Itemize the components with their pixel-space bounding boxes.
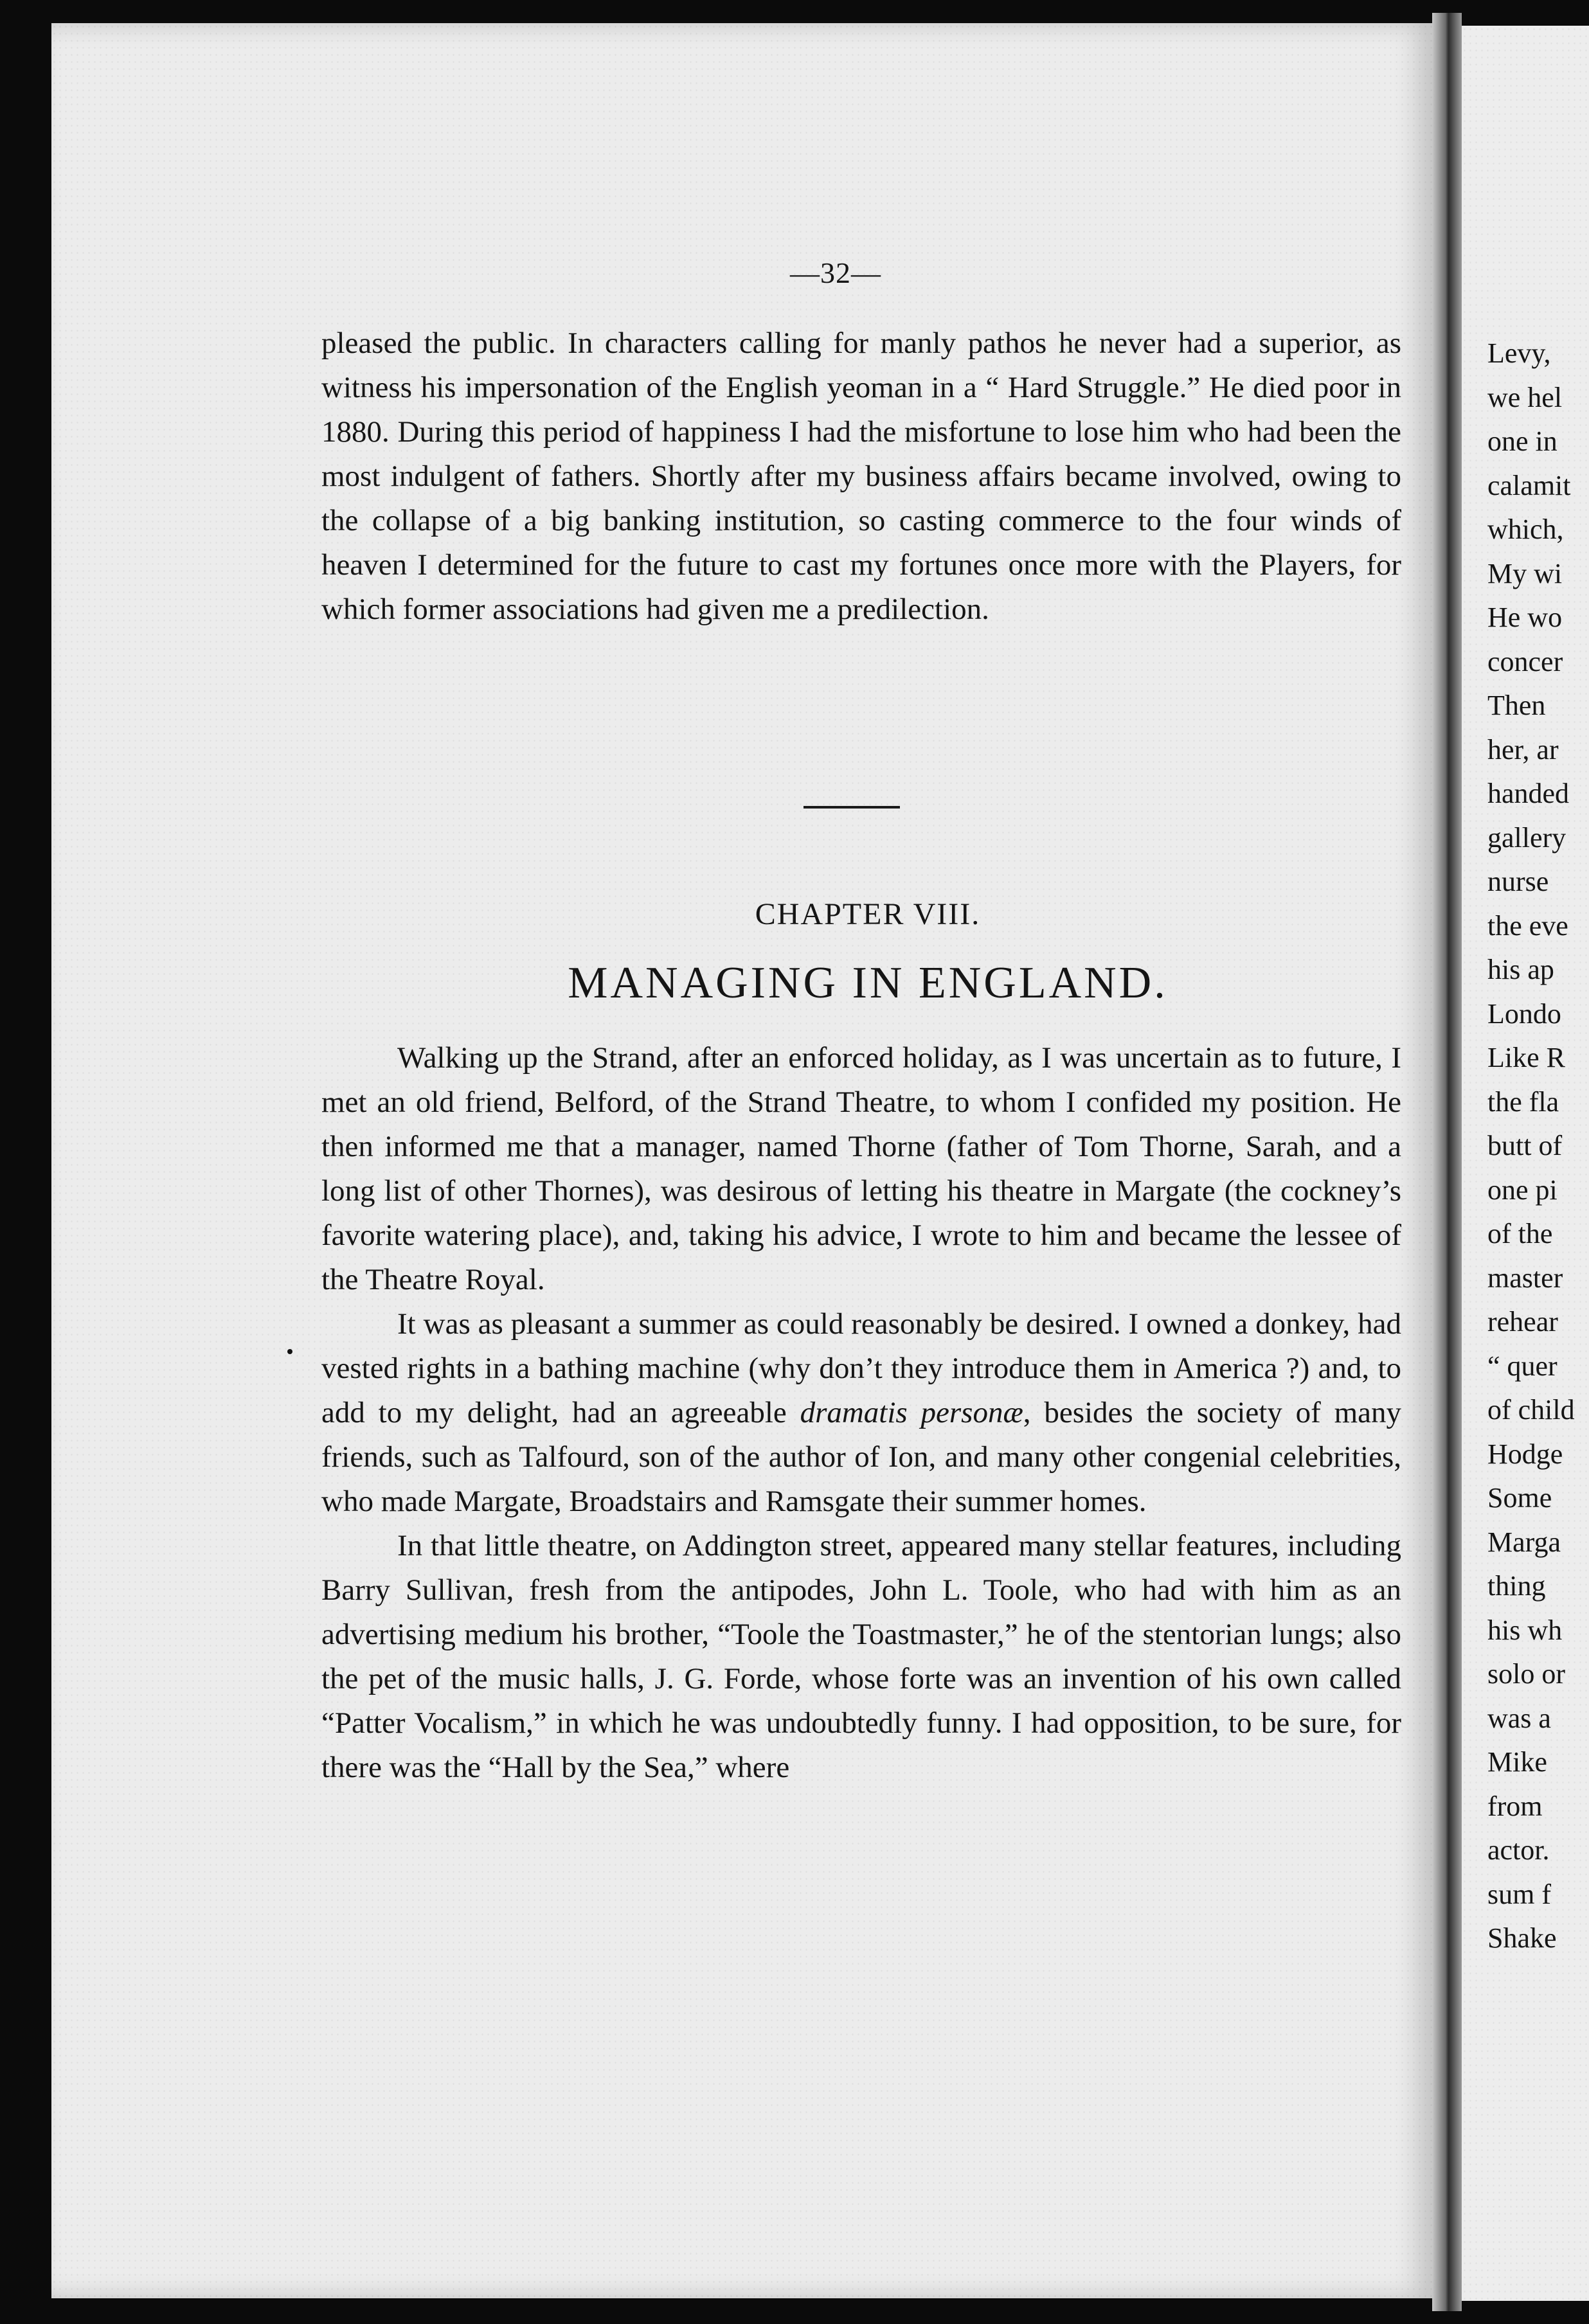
paragraph-text: , besides the society of many friends, such as Talfourd, son of the author of Ion, and many other congenial celebrities, who made Margate, Broadstairs and Ramsgate their summer homes.: [321, 1396, 1401, 1518]
facing-page-line: her, ar: [1487, 733, 1559, 765]
facing-page-line: one in: [1487, 425, 1558, 457]
facing-page-text: [1487, 332, 1589, 1961]
facing-page-line: Some: [1487, 1482, 1552, 1514]
facing-page-line: his wh: [1487, 1614, 1563, 1646]
ink-speck: [287, 1349, 292, 1354]
facing-page-line: handed: [1487, 778, 1570, 809]
facing-page-line: of child: [1487, 1394, 1575, 1426]
facing-page-line: Levy,: [1487, 337, 1551, 369]
facing-page-line: calamit: [1487, 469, 1571, 501]
chapter-number: CHAPTER VIII.: [755, 897, 981, 931]
facing-page-line: butt of: [1487, 1130, 1563, 1161]
top-paragraph: [321, 321, 1401, 632]
facing-page-line: we hel: [1487, 381, 1563, 413]
facing-page-line: nurse: [1487, 866, 1549, 897]
facing-page-line: rehear: [1487, 1306, 1558, 1337]
paragraph: Walking up the Strand, after an enforced holiday, as I was uncertain as to future, I met an old friend, Belford, of the Strand Theatre, to whom I confided my position. He then informed me that a manager, named Thorne (father of Tom Thorne, Sarah, and a long list of other Thornes), was desirous of letting his theatre in Margate (the cockney’s favorite watering place), and, taking his advice, I wrote to him and became the lessee of the Theatre Royal.: [321, 1041, 1401, 1296]
facing-page-line: from: [1487, 1790, 1543, 1822]
paragraph-text: It was as pleasant a summer as could reasonably be desired. I owned a donkey, had vested rights in a bathing machine (why don’t they introduce them in America ?) and, to add to my delight, had an agreeable: [321, 1307, 1401, 1429]
facing-page-line: Mike: [1487, 1746, 1547, 1778]
page-number: —32—: [790, 256, 881, 289]
facing-page-line: gallery: [1487, 821, 1567, 854]
facing-page-line: Like R: [1487, 1042, 1565, 1073]
paragraph: [321, 1302, 1401, 1524]
section-divider: [803, 806, 900, 809]
facing-page: [1462, 26, 1589, 2301]
facing-page-line: the eve: [1487, 909, 1568, 942]
facing-page-line: Marga: [1487, 1526, 1561, 1558]
facing-page-line: solo or: [1487, 1658, 1565, 1690]
facing-page-line: master: [1487, 1262, 1563, 1294]
facing-page-line: concer: [1487, 645, 1563, 677]
paragraph: In that little theatre, on Addington street, appeared many stellar features, including Barry Sullivan, fresh from the antipodes, John L. Toole, who had with him as an advertising medium his brother, “Toole the Toastmaster,” he of the stentorian lungs; also the pet of the music halls, J. G. Forde, whose forte was an invention of his own called “Patter Vocalism,” in which he was undoubtedly funny. I had opposition, to be sure, for there was the “Hall by the Sea,” where: [321, 1529, 1401, 1784]
facing-page-line: He wo: [1487, 602, 1563, 633]
facing-page-line: Londo: [1487, 997, 1561, 1030]
italic-phrase: dramatis personæ: [800, 1396, 1023, 1429]
facing-page-line: actor.: [1487, 1834, 1550, 1866]
chapter-body: [321, 1036, 1401, 1790]
facing-page-line: sum f: [1487, 1878, 1551, 1910]
facing-page-line: Then: [1487, 690, 1546, 721]
facing-page-line: thing: [1487, 1570, 1546, 1602]
facing-page-line: the fla: [1487, 1086, 1559, 1118]
facing-page-line: “ quer: [1487, 1350, 1558, 1382]
facing-page-line: Hodge: [1487, 1438, 1563, 1470]
facing-page-line: of the: [1487, 1218, 1553, 1249]
facing-page-line: his ap: [1487, 954, 1554, 985]
paragraph-text: pleased the public. In characters calling for manly pathos he never had a superior, as witness his impersonation of the English yeoman in a “ Hard Struggle.” He died poor in 1880. During this period of happiness I had the misfortune to lose him who had been the most indulgent of fathers. Shortly after my business affairs became involved, owing to the collapse of a big banking institution, so casting commerce to the four winds of heaven I determined for the future to cast my fortunes once more with the Players, for which former associations had given me a predilection.: [321, 326, 1401, 626]
facing-page-line: Shake: [1487, 1922, 1557, 1954]
chapter-title: MANAGING IN ENGLAND.: [568, 958, 1168, 1008]
facing-page-line: My wi: [1487, 557, 1563, 589]
book-gutter: [1432, 13, 1462, 2311]
facing-page-line: one pi: [1487, 1174, 1558, 1206]
facing-page-line: was a: [1487, 1702, 1551, 1734]
facing-page-line: which,: [1487, 514, 1564, 545]
